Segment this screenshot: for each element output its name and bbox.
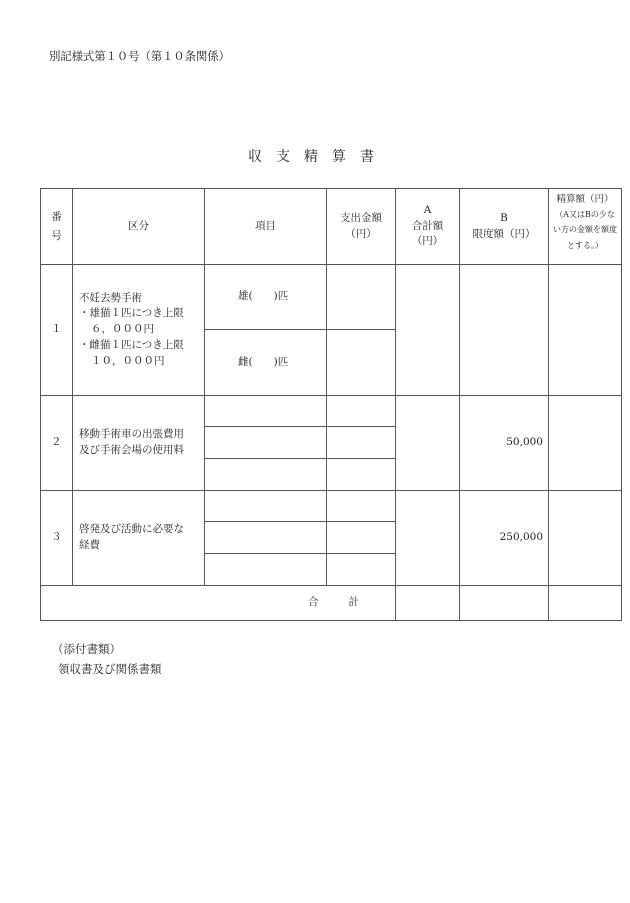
b-limit-cell: 250,000 xyxy=(460,491,549,586)
settlement-cell xyxy=(549,396,622,491)
spend-cell xyxy=(327,522,396,554)
a-total-cell xyxy=(396,396,460,491)
a-total-cell xyxy=(396,265,460,396)
header-b-limit: B 限度額（円） xyxy=(460,189,549,265)
item-cell xyxy=(205,427,327,459)
b-limit-cell: 50,000 xyxy=(460,396,549,491)
total-b-cell xyxy=(460,586,549,621)
spend-cell xyxy=(327,265,396,330)
row-number: ３ xyxy=(41,491,73,586)
row-number: １ xyxy=(41,265,73,396)
item-cell: 雄( )匹 xyxy=(205,265,327,330)
attachments-body: 領収書及び関係書類 xyxy=(58,662,162,676)
item-cell xyxy=(205,396,327,427)
total-label: 合計 xyxy=(41,586,396,621)
header-spend: 支出金額 （円） xyxy=(327,189,396,265)
header-item: 項目 xyxy=(205,189,327,265)
total-row xyxy=(41,586,622,621)
b-limit-cell xyxy=(460,265,549,396)
row-category: 移動手術車の出張費用 及び手術会場の使用料 xyxy=(73,396,205,491)
settlement-table xyxy=(40,188,622,621)
row-category: 不妊去勢手術 ・雄猫１匹につき上限 ６，０００円 ・雌猫１匹につき上限 １０，０００円 xyxy=(73,265,205,396)
header-no: 番号 xyxy=(41,189,73,265)
total-a-cell xyxy=(396,586,460,621)
table-row xyxy=(41,265,622,330)
item-cell xyxy=(205,522,327,554)
header-a-total: A 合計額 （円） xyxy=(396,189,460,265)
item-cell xyxy=(205,459,327,491)
a-total-cell xyxy=(396,491,460,586)
form-number-label: 別記様式第１０号（第１０条関係） xyxy=(49,49,230,63)
attachments-title: （添付書類） xyxy=(52,642,121,656)
item-cell xyxy=(205,491,327,522)
settlement-cell xyxy=(549,265,622,396)
item-cell xyxy=(205,554,327,586)
document-title: 収支精算書 xyxy=(248,149,388,165)
table-row xyxy=(41,491,622,522)
header-settlement: 精算額（円） （A又はBの少な い方の金額を額度 とする。） xyxy=(549,189,622,265)
row-number: ２ xyxy=(41,396,73,491)
header-category: 区分 xyxy=(73,189,205,265)
header-row xyxy=(41,189,622,265)
spend-cell xyxy=(327,459,396,491)
table-row xyxy=(41,396,622,427)
spend-cell xyxy=(327,554,396,586)
spend-cell xyxy=(327,491,396,522)
total-settlement-cell xyxy=(549,586,622,621)
row-category: 啓発及び活動に必要な 経費 xyxy=(73,491,205,586)
item-cell: 雌( )匹 xyxy=(205,330,327,396)
spend-cell xyxy=(327,396,396,427)
settlement-cell xyxy=(549,491,622,586)
spend-cell xyxy=(327,427,396,459)
spend-cell xyxy=(327,330,396,396)
